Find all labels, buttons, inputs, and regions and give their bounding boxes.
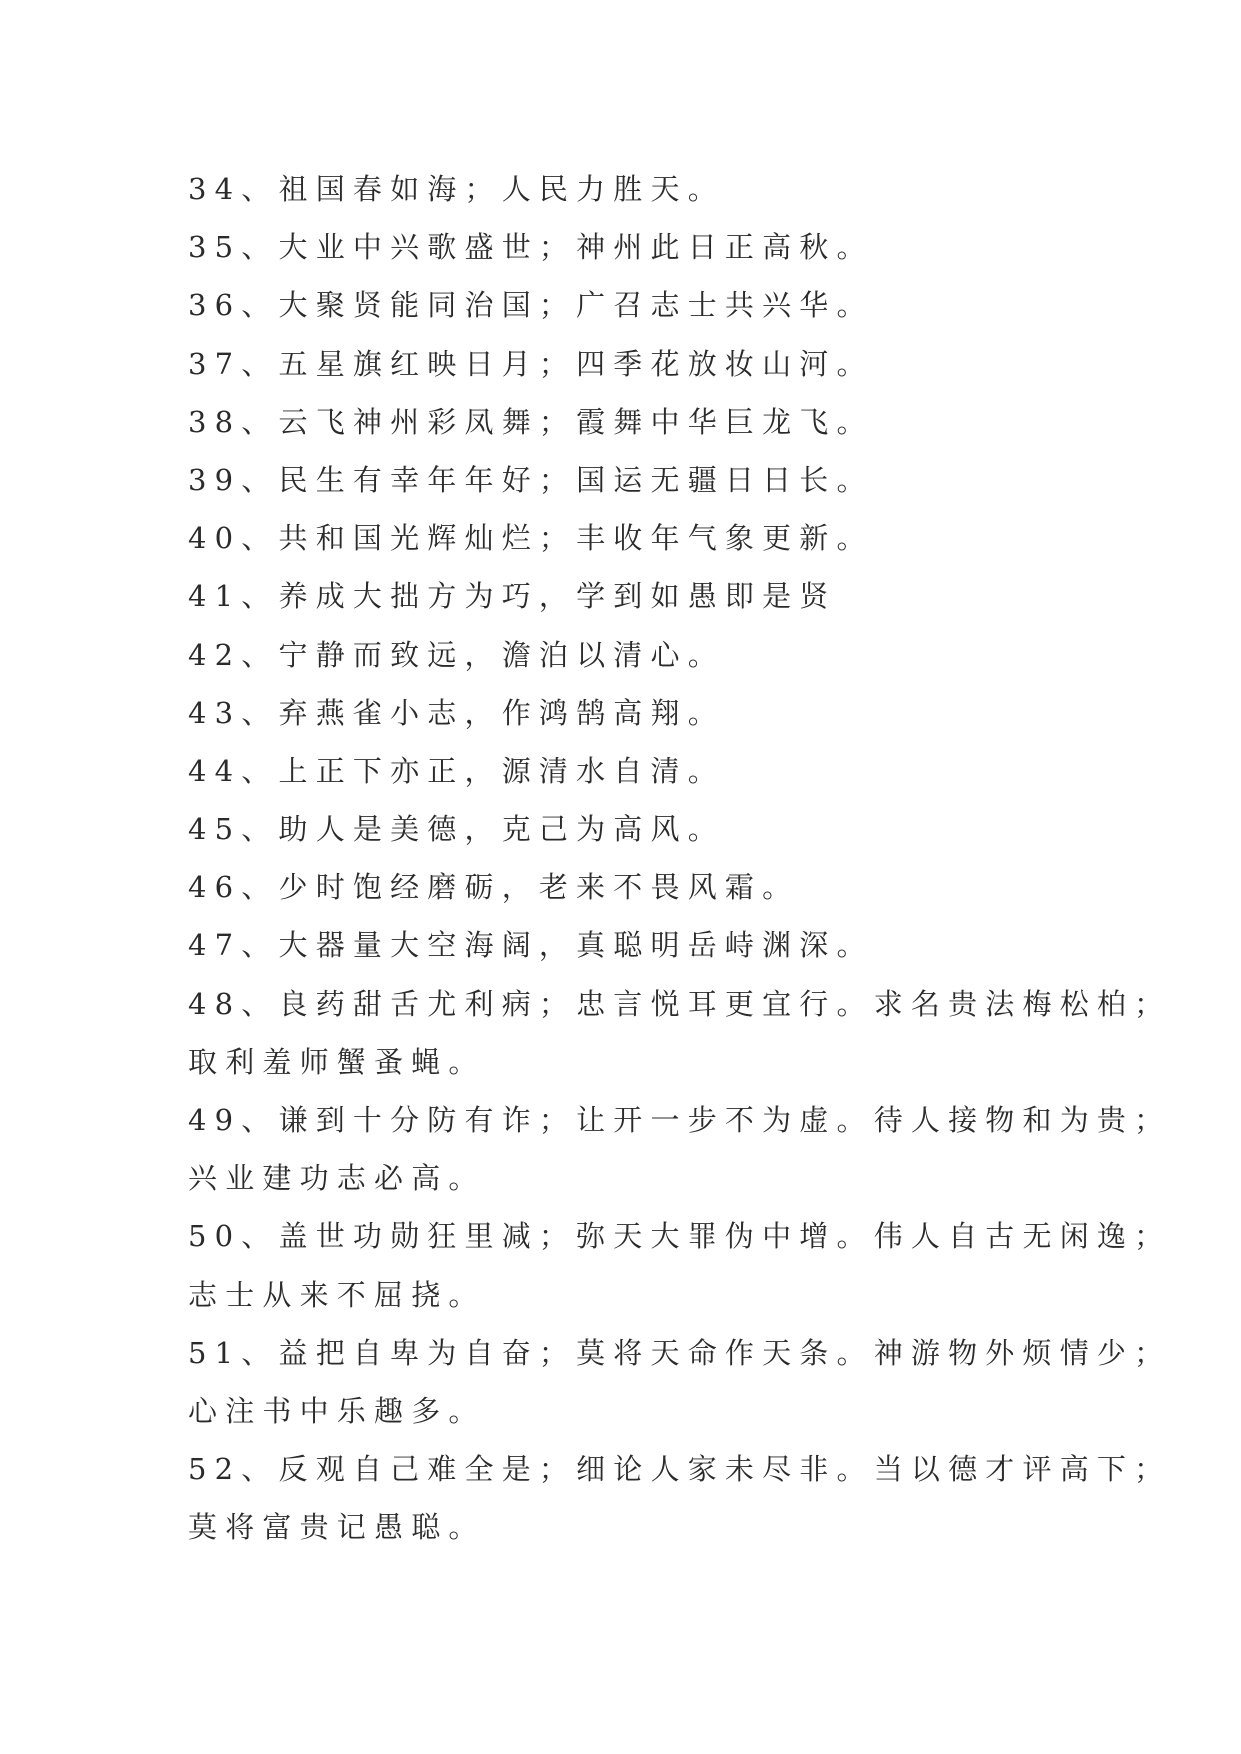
text-line: 52、反观自己难全是；细论人家未尽非。当以德才评高下；	[188, 1452, 1172, 1487]
text-line: 50、盖世功勋狂里减；弥天大罪伪中增。伟人自古无闲逸；	[188, 1219, 1172, 1254]
text-line: 38、云飞神州彩凤舞；霞舞中华巨龙飞。	[188, 404, 874, 439]
text-line: 志士从来不屈挠。	[188, 1277, 486, 1312]
text-line: 45、助人是美德，克己为高风。	[188, 812, 725, 847]
text-line: 39、民生有幸年年好；国运无疆日日长。	[188, 462, 874, 497]
text-line: 40、共和国光辉灿烂；丰收年气象更新。	[188, 521, 874, 556]
text-line: 48、良药甜舌尤利病；忠言悦耳更宜行。求名贵法梅松柏；	[188, 986, 1172, 1021]
text-line: 取利羞师蟹蚤蝇。	[188, 1044, 486, 1079]
text-line: 36、大聚贤能同治国；广召志士共兴华。	[188, 288, 874, 323]
text-line: 46、少时饱经磨砺，老来不畏风霜。	[188, 870, 800, 905]
text-line: 49、谦到十分防有诈；让开一步不为虚。待人接物和为贵；	[188, 1103, 1172, 1137]
text-line: 莫将富贵记愚聪。	[188, 1510, 486, 1545]
text-line: 41、养成大拙方为巧，学到如愚即是贤	[188, 579, 837, 614]
text-line: 34、祖国春如海；人民力胜天。	[188, 172, 725, 206]
document-body	[188, 160, 1172, 1557]
text-line: 37、五星旗红映日月；四季花放妆山河。	[188, 346, 874, 381]
text-line: 43、弃燕雀小志，作鸿鹄高翔。	[188, 695, 725, 730]
text-line: 51、益把自卑为自奋；莫将天命作天条。神游物外烦情少；	[188, 1335, 1172, 1370]
text-line: 兴业建功志必高。	[188, 1161, 486, 1196]
text-line: 心注书中乐趣多。	[188, 1393, 486, 1428]
text-line: 44、上正下亦正，源清水自清。	[188, 753, 725, 788]
text-line: 47、大器量大空海阔，真聪明岳峙渊深。	[188, 928, 874, 963]
text-line: 42、宁静而致远，澹泊以清心。	[188, 637, 725, 672]
text-line: 35、大业中兴歌盛世；神州此日正高秋。	[188, 230, 874, 265]
